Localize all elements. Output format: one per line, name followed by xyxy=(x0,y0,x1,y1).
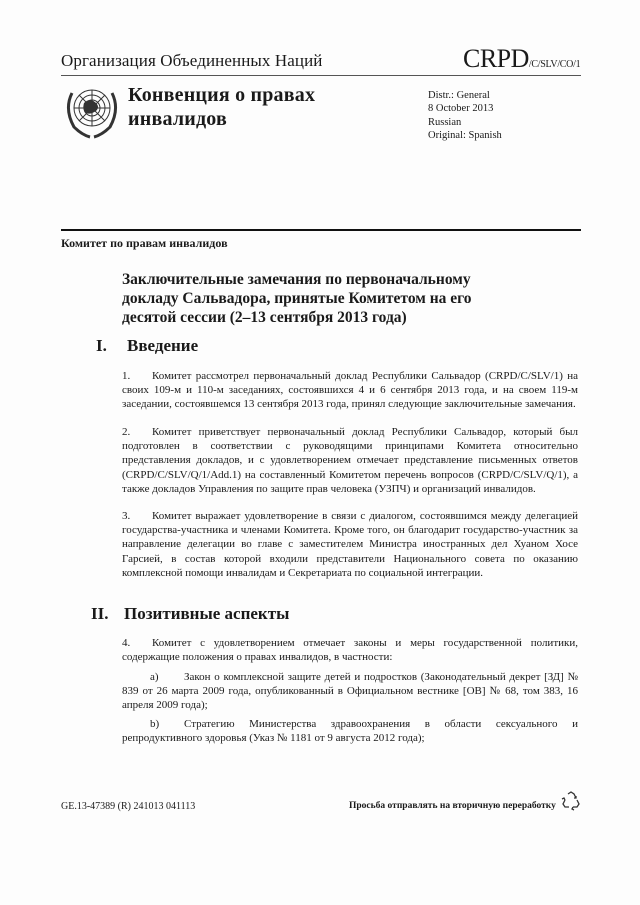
document-symbol xyxy=(463,44,580,74)
paragraph-text: Комитет выражает удовлетворение в связи с диалогом, состоявшимся между делегацией государства-участника и членами Комитета. Кроме того, он благодарит государство-участник за направление делегации во главе с заместителем Министра иностранных дел Хуаном Хосе Гарсией, в состав которой входили представители Национального совета по оказанию комплексной помощи инвалидам и Секретариата по социальной интеграции. xyxy=(122,510,578,579)
distr-line: Distr.: General xyxy=(428,90,490,101)
title-line: Заключительные замечания по первоначальному xyxy=(122,271,471,288)
convention-line: инвалидов xyxy=(128,108,227,130)
paragraph-number: 1. xyxy=(122,370,131,382)
section-number: I. xyxy=(96,336,107,355)
convention-title xyxy=(128,83,315,131)
paragraph-text: Комитет рассмотрел первоначальный доклад Республики Сальвадор (CRPD/C/SLV/1) на своих 109-м и 110-м заседаниях, состоявшихся 4 и 6 сентября 2013 года, и на своем 119-м заседании, состоявшемся 13 сентября 2013 года, принял следующие заключительные замечания. xyxy=(122,370,578,411)
subitem-letter: b) xyxy=(150,718,160,730)
convention-line: Конвенция о правах xyxy=(128,84,316,106)
date-line: 8 October 2013 xyxy=(428,103,494,115)
recycle-notice: Просьба отправлять на вторичную переработку xyxy=(349,801,556,811)
language-line: Russian xyxy=(428,116,462,128)
section-heading-positive-aspects xyxy=(91,604,290,624)
paragraph-text: Комитет приветствует первоначальный доклад Республики Сальвадор, который был подготовлен в соответствии с руководящими принципами Комитета относительно представления докладов, и с удовлетворением отмечает представление письменных ответов (CRPD/C/SLV/Q/1/Add.1) на составленный Комитетом перечень вопросов (CRPD/C/SLV/Q/1), а также докладов Управления по защите прав человека (УЗПЧ) и организаций инвалидов. xyxy=(122,426,578,495)
organization-name: Организация Объединенных Наций xyxy=(61,51,323,70)
document-title xyxy=(122,270,542,328)
job-number: GE.13-47389 (R) 241013 041113 xyxy=(61,801,196,812)
paragraph-number: 4. xyxy=(122,637,131,649)
symbol-sub: /C/SLV/CO/1 xyxy=(528,59,581,70)
subitem-b xyxy=(122,717,578,745)
subitem-a xyxy=(122,670,578,713)
section-title: Позитивные аспекты xyxy=(124,604,290,623)
header-rule xyxy=(61,75,581,76)
un-emblem-icon xyxy=(62,79,122,141)
paragraph-2 xyxy=(122,425,578,496)
committee-name: Комитет по правам инвалидов xyxy=(61,236,228,250)
paragraph-number: 3. xyxy=(122,510,131,522)
paragraph-4 xyxy=(122,636,578,664)
section-number: II. xyxy=(91,604,109,623)
subitem-letter: a) xyxy=(150,671,159,683)
subitem-text: Закон о комплексной защите детей и подростков (Законодательный декрет [ЗД] № 839 от 26 марта 2009 года, опубликованный в Официальном вестнике [ОВ] № 68, том 383, 16 апреля 2009 года); xyxy=(122,671,578,712)
original-language-line: Original: Spanish xyxy=(428,129,502,141)
section-title: Введение xyxy=(127,336,199,355)
section-rule xyxy=(61,229,581,231)
recycle-icon xyxy=(560,790,582,812)
paragraph-number: 2. xyxy=(122,426,131,438)
title-line: докладу Сальвадора, принятые Комитетом на его xyxy=(122,290,472,308)
paragraph-3 xyxy=(122,509,578,580)
paragraph-1 xyxy=(122,369,578,412)
distribution-block xyxy=(428,89,502,142)
subitem-text: Стратегию Министерства здравоохранения в области сексуального и репродуктивного здоровья (Указ № 1181 от 9 августа 2012 года); xyxy=(122,718,578,745)
section-heading-introduction xyxy=(96,336,199,356)
paragraph-text: Комитет с удовлетворением отмечает законы и меры государственной политики, содержащие положения о правах инвалидов, в частности: xyxy=(122,637,578,664)
symbol-main: CRPD xyxy=(463,44,529,73)
title-line: десятой сессии (2–13 сентября 2013 года) xyxy=(122,309,407,327)
